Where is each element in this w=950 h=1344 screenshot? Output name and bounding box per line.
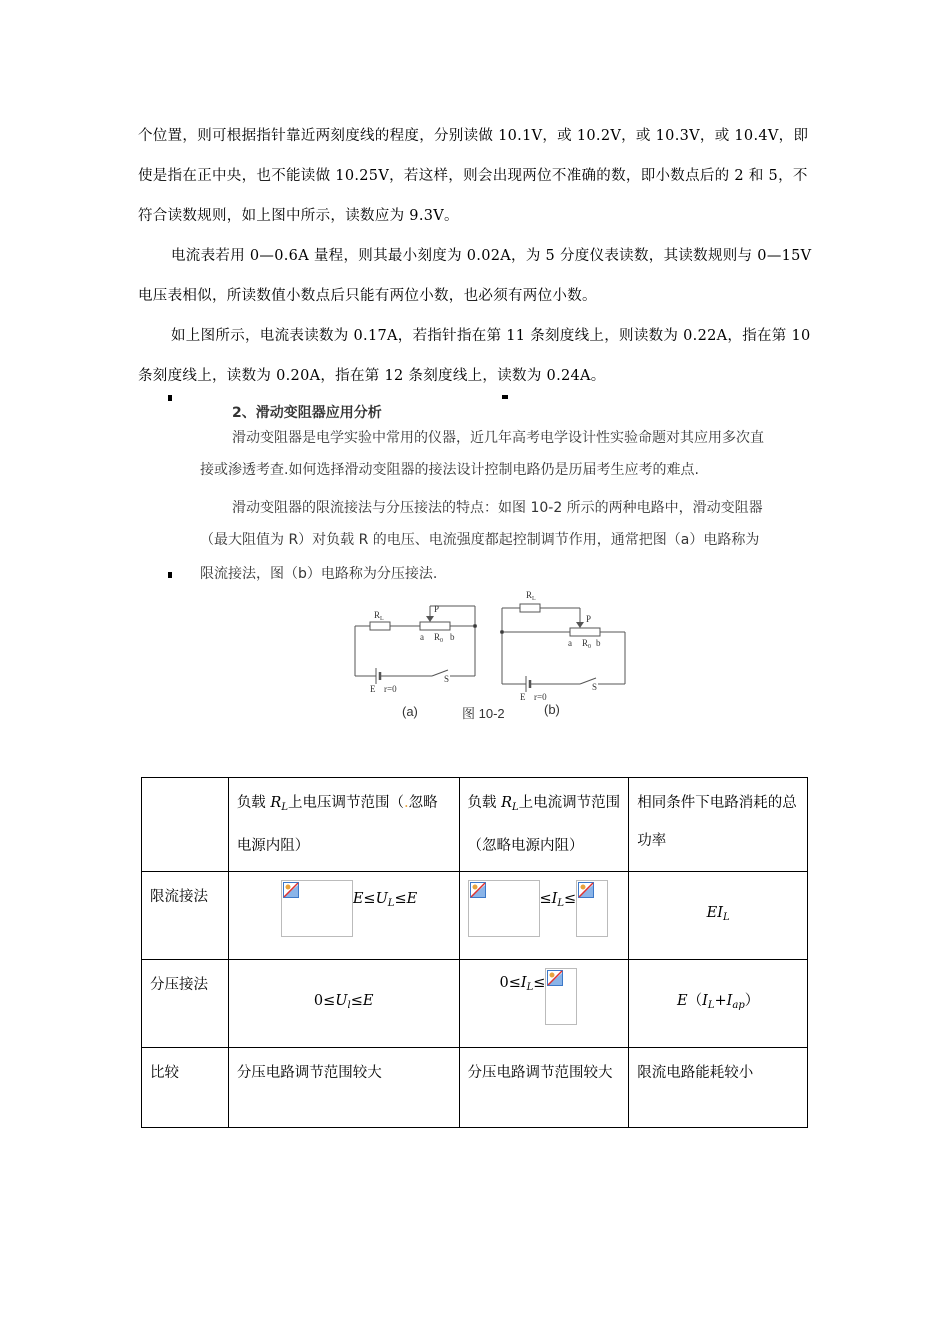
scan-line: （最大阻值为 R）对负载 R 的电压、电流强度都起控制调节作用，通常把图（a）电路称为 (200, 532, 760, 548)
scan-line: 限流接法，图（b）电路称为分压接法. (200, 566, 438, 582)
label-S-b: S (592, 682, 598, 692)
label-S-a: S (444, 674, 450, 684)
table-header-total-power: 相同条件下电路消耗的总功率 (629, 778, 808, 872)
label-b-b: b (596, 638, 601, 648)
row-label-compare: 比较 (142, 1048, 229, 1128)
label-r-a: r=0 (384, 684, 397, 694)
figure-caption: 图 10-2 (462, 706, 505, 721)
cell-limiting-power: $EI_L$ (629, 872, 808, 960)
image-placeholder (576, 880, 608, 937)
cell-compare-current: 分压电路调节范围较大 (459, 1048, 629, 1128)
scan-line: 接或渗透考查.如何选择滑动变阻器的接法设计控制电路仍是历届考生应考的难点. (200, 462, 699, 478)
scan-artifact-mark (168, 395, 172, 401)
cell-divider-current: $0\le I_L\le$ (459, 960, 629, 1048)
label-a-b: a (568, 638, 572, 648)
row-label-divider: 分压接法 (142, 960, 229, 1048)
image-placeholder (545, 968, 577, 1025)
row-label-limiting: 限流接法 (142, 872, 229, 960)
broken-image-icon (283, 882, 299, 898)
cell-divider-voltage: $0\le U_l\le E$ (228, 960, 459, 1048)
circuit-figure (340, 586, 640, 726)
circuit-b (501, 590, 626, 717)
comparison-table (141, 777, 808, 1128)
table-header-row (142, 778, 808, 872)
label-a-a: a (420, 632, 424, 642)
scan-artifact-mark (502, 395, 508, 399)
label-P-b: P (586, 614, 592, 624)
paragraph-voltmeter-reading: 个位置，则可根据指针靠近两刻度线的程度，分别读做 10.1V，或 10.2V，或 10.3V，或 10.4V，即使是指在正中央，也不能读做 10.25V，若这样，则会出现两位不准确的数，即小数点后的 2 和 5，不符合读数规则，如上图中所示，读数应为 9.3V。 (138, 128, 809, 224)
table-row (142, 960, 808, 1048)
table-row (142, 872, 808, 960)
broken-image-icon (578, 882, 594, 898)
cell-divider-power: $E(I_L+I_{ap})$ (629, 960, 808, 1048)
paragraph-ammeter-reading: 如上图所示，电流表读数为 0.17A，若指针指在第 11 条刻度线上，则读数为 0.22A，指在第 10 条刻度线上，读数为 0.20A，指在第 12 条刻度线上，读数为 0.24A。 (138, 328, 811, 384)
caption-a: (a) (402, 704, 418, 719)
broken-image-icon (470, 882, 486, 898)
scan-line: 滑动变阻器是电学实验中常用的仪器，近几年高考电学设计性实验命题对其应用多次直 (232, 430, 764, 446)
scan-artifact-mark (168, 572, 172, 578)
cell-limiting-current: $\le I_L\le$ (459, 872, 629, 960)
paragraph-ammeter-range: 电流表若用 0—0.6A 量程，则其最小刻度为 0.02A，为 5 分度仪表读数，其读数规则与 0—15V 电压表相似，所读数值小数点后只能有两位小数，也必须有两位小数。 (138, 248, 812, 304)
label-E-a: E (370, 684, 376, 694)
label-RL-b: $R_L$ (526, 590, 536, 602)
table-header-empty (142, 778, 229, 872)
table-row (142, 1048, 808, 1128)
label-RL-a: $R_L$ (374, 610, 384, 622)
label-r-b: r=0 (534, 692, 547, 702)
cell-compare-voltage: 分压电路调节范围较大 (228, 1048, 459, 1128)
caption-b: (b) (544, 702, 560, 717)
cell-limiting-voltage: $E\le U_L\le E$ (228, 872, 459, 960)
label-R0-b: $R_0$ (582, 638, 592, 650)
section-heading: 2、滑动变阻器应用分析 (232, 405, 382, 421)
image-placeholder (281, 880, 353, 937)
label-R0-a: $R_0$ (434, 632, 444, 644)
label-b-a: b (450, 632, 455, 642)
scan-line: 滑动变阻器的限流接法与分压接法的特点：如图 10-2 所示的两种电路中，滑动变阻器 (232, 500, 763, 516)
table-header-current-range: 负载 $R_L$上电流调节范围（忽略电源内阻） (459, 778, 629, 872)
cell-compare-power: 限流电路能耗较小 (629, 1048, 808, 1128)
circuit-a (355, 604, 477, 719)
table-header-voltage-range: 负载 $R_L$上电压调节范围（.忽略电源内阻） (228, 778, 459, 872)
label-P-a: P (434, 604, 440, 614)
label-E-b: E (520, 692, 526, 702)
broken-image-icon (547, 970, 563, 986)
image-placeholder (468, 880, 540, 937)
